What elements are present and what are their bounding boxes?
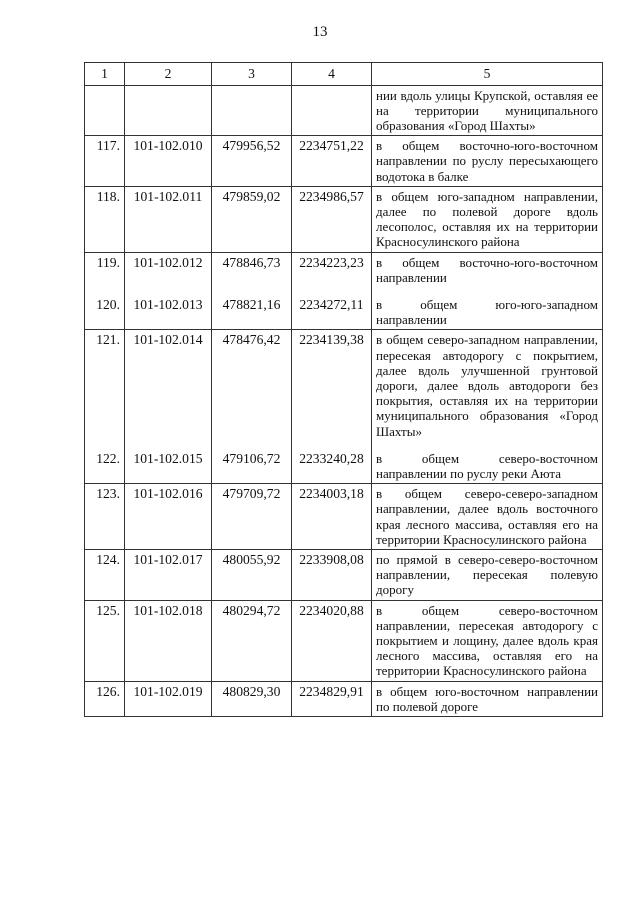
direction-description: в общем юго-западном направлении, далее по полевой дороге вдоль лесополос, оставляя их на территории Красносулинского района	[376, 188, 598, 250]
coordinate-x: 479709,72	[222, 486, 281, 502]
point-code: 101-102.011	[133, 188, 203, 204]
point-code: 101-102.013	[133, 296, 203, 312]
point-code: 101-102.010	[133, 138, 203, 154]
point-code: 101-102.014	[133, 332, 203, 348]
point-code: 101-102.012	[133, 254, 203, 270]
coordinate-y-cell	[292, 484, 372, 550]
table-row	[85, 549, 603, 600]
direction-description: в общем северо-восточном направлении по руслу реки Аюта	[376, 450, 598, 481]
direction-description-cell	[372, 600, 603, 681]
point-code-cell	[125, 186, 212, 252]
page-number: 13	[312, 24, 328, 40]
direction-description-cell	[372, 330, 603, 484]
point-code-cell	[125, 600, 212, 681]
table-row	[85, 252, 603, 330]
point-number: 124.	[96, 551, 120, 567]
table-row	[85, 330, 603, 484]
point-code: 101-102.018	[133, 602, 203, 618]
coordinate-x-cell	[212, 136, 292, 187]
coordinate-x: 480829,30	[222, 683, 281, 699]
point-number: 117.	[96, 138, 120, 154]
point-number: 123.	[96, 486, 120, 502]
coordinate-y: 2234272,11	[299, 296, 364, 312]
point-code-cell	[125, 484, 212, 550]
point-code: 101-102.017	[133, 551, 203, 567]
direction-description-cell	[372, 549, 603, 600]
coordinate-y: 2234020,88	[299, 602, 364, 618]
direction-description: в общем северо-северо-западном направлении, далее вдоль восточного края лесного массива, оставляя его на территории Красносулинского района	[376, 486, 598, 547]
direction-description: по прямой в северо-северо-восточном направлении, пересекая полевую дорогу	[376, 551, 598, 598]
point-number-cell	[85, 600, 125, 681]
continuation-description: нии вдоль улицы Крупской, оставляя ее на территории муниципального образования «Город Шахты»	[372, 85, 603, 136]
coordinate-y: 2234829,91	[299, 683, 364, 699]
coordinate-x: 478821,16	[222, 296, 281, 312]
column-header: 3	[212, 63, 292, 86]
point-number: 121.	[96, 332, 120, 348]
column-header: 2	[125, 63, 212, 86]
coordinate-y-cell	[292, 600, 372, 681]
point-number: 118.	[96, 188, 120, 204]
coordinate-y: 2234986,57	[299, 188, 364, 204]
coordinate-y: 2234751,22	[299, 138, 364, 154]
boundary-points-table	[84, 62, 603, 717]
coordinate-x-cell	[212, 600, 292, 681]
coordinate-y-cell	[292, 252, 372, 330]
coordinate-y: 2234139,38	[299, 332, 364, 348]
coordinate-x-cell	[212, 681, 292, 716]
point-number-cell	[85, 681, 125, 716]
point-number-cell	[85, 252, 125, 330]
direction-description-cell	[372, 252, 603, 330]
direction-description: в общем юго-восточном направлении по полевой дороге	[376, 683, 598, 714]
column-header: 4	[292, 63, 372, 86]
column-header: 5	[372, 63, 603, 86]
direction-description: в общем восточно-юго-восточном направлении по руслу пересыхающего водотока в балке	[376, 138, 598, 184]
direction-description: в общем юго-юго-западном направлении	[376, 296, 598, 328]
coordinate-x-cell	[212, 549, 292, 600]
point-number: 125.	[96, 602, 120, 618]
coordinate-x-cell	[212, 484, 292, 550]
direction-description: в общем северо-восточном направлении, пересекая автодорогу с покрытием и лощину, далее вдоль края лесного массива, оставляя его на территории Красносулинского района	[376, 602, 598, 679]
table-row	[85, 484, 603, 550]
coordinate-x: 479859,02	[222, 188, 281, 204]
table-row	[85, 136, 603, 187]
table-header-row	[85, 63, 603, 86]
coordinate-y-cell	[292, 186, 372, 252]
point-number-cell	[85, 484, 125, 550]
coordinate-y: 2234003,18	[299, 486, 364, 502]
coordinate-x: 479956,52	[222, 138, 281, 154]
coordinate-y-cell	[292, 549, 372, 600]
column-header: 1	[85, 63, 125, 86]
point-number-cell	[85, 549, 125, 600]
coordinate-x: 480055,92	[222, 551, 281, 567]
coordinate-x: 480294,72	[222, 602, 281, 618]
coordinate-x: 479106,72	[222, 450, 281, 466]
point-number: 126.	[96, 683, 120, 699]
point-code-cell	[125, 252, 212, 330]
point-number-cell	[85, 330, 125, 484]
point-code: 101-102.019	[133, 683, 203, 699]
table-row-continuation	[85, 85, 603, 136]
point-number: 122.	[96, 450, 120, 466]
table-row	[85, 681, 603, 716]
direction-description-cell	[372, 681, 603, 716]
direction-description-cell	[372, 186, 603, 252]
direction-description: в общем восточно-юго-восточном направлении	[376, 254, 598, 285]
coordinate-x: 478846,73	[222, 254, 281, 270]
point-code-cell	[125, 549, 212, 600]
coordinate-x-cell	[212, 330, 292, 484]
direction-description-cell	[372, 484, 603, 550]
point-number-cell	[85, 136, 125, 187]
coordinate-y-cell	[292, 330, 372, 484]
coordinate-y: 2233240,28	[299, 450, 364, 466]
point-code-cell	[125, 681, 212, 716]
coordinate-y: 2234223,23	[299, 254, 364, 270]
point-code: 101-102.016	[133, 486, 203, 502]
coordinate-y: 2233908,08	[299, 551, 364, 567]
table-row	[85, 186, 603, 252]
point-code-cell	[125, 330, 212, 484]
point-code: 101-102.015	[133, 450, 203, 466]
table-row	[85, 600, 603, 681]
coordinate-x-cell	[212, 186, 292, 252]
point-number: 119.	[96, 254, 120, 270]
point-number-cell	[85, 186, 125, 252]
direction-description: в общем северо-западном направлении, пересекая автодорогу с покрытием, далее вдоль улучшенной грунтовой дороги, далее вдоль автодороги без покрытия, оставляя их на территории муниципального образования «Город Шахты»	[376, 332, 598, 439]
coordinate-y-cell	[292, 136, 372, 187]
coordinate-y-cell	[292, 681, 372, 716]
coordinate-x: 478476,42	[222, 332, 281, 348]
coordinate-x-cell	[212, 252, 292, 330]
point-code-cell	[125, 136, 212, 187]
point-number: 120.	[96, 296, 120, 312]
direction-description-cell	[372, 136, 603, 187]
